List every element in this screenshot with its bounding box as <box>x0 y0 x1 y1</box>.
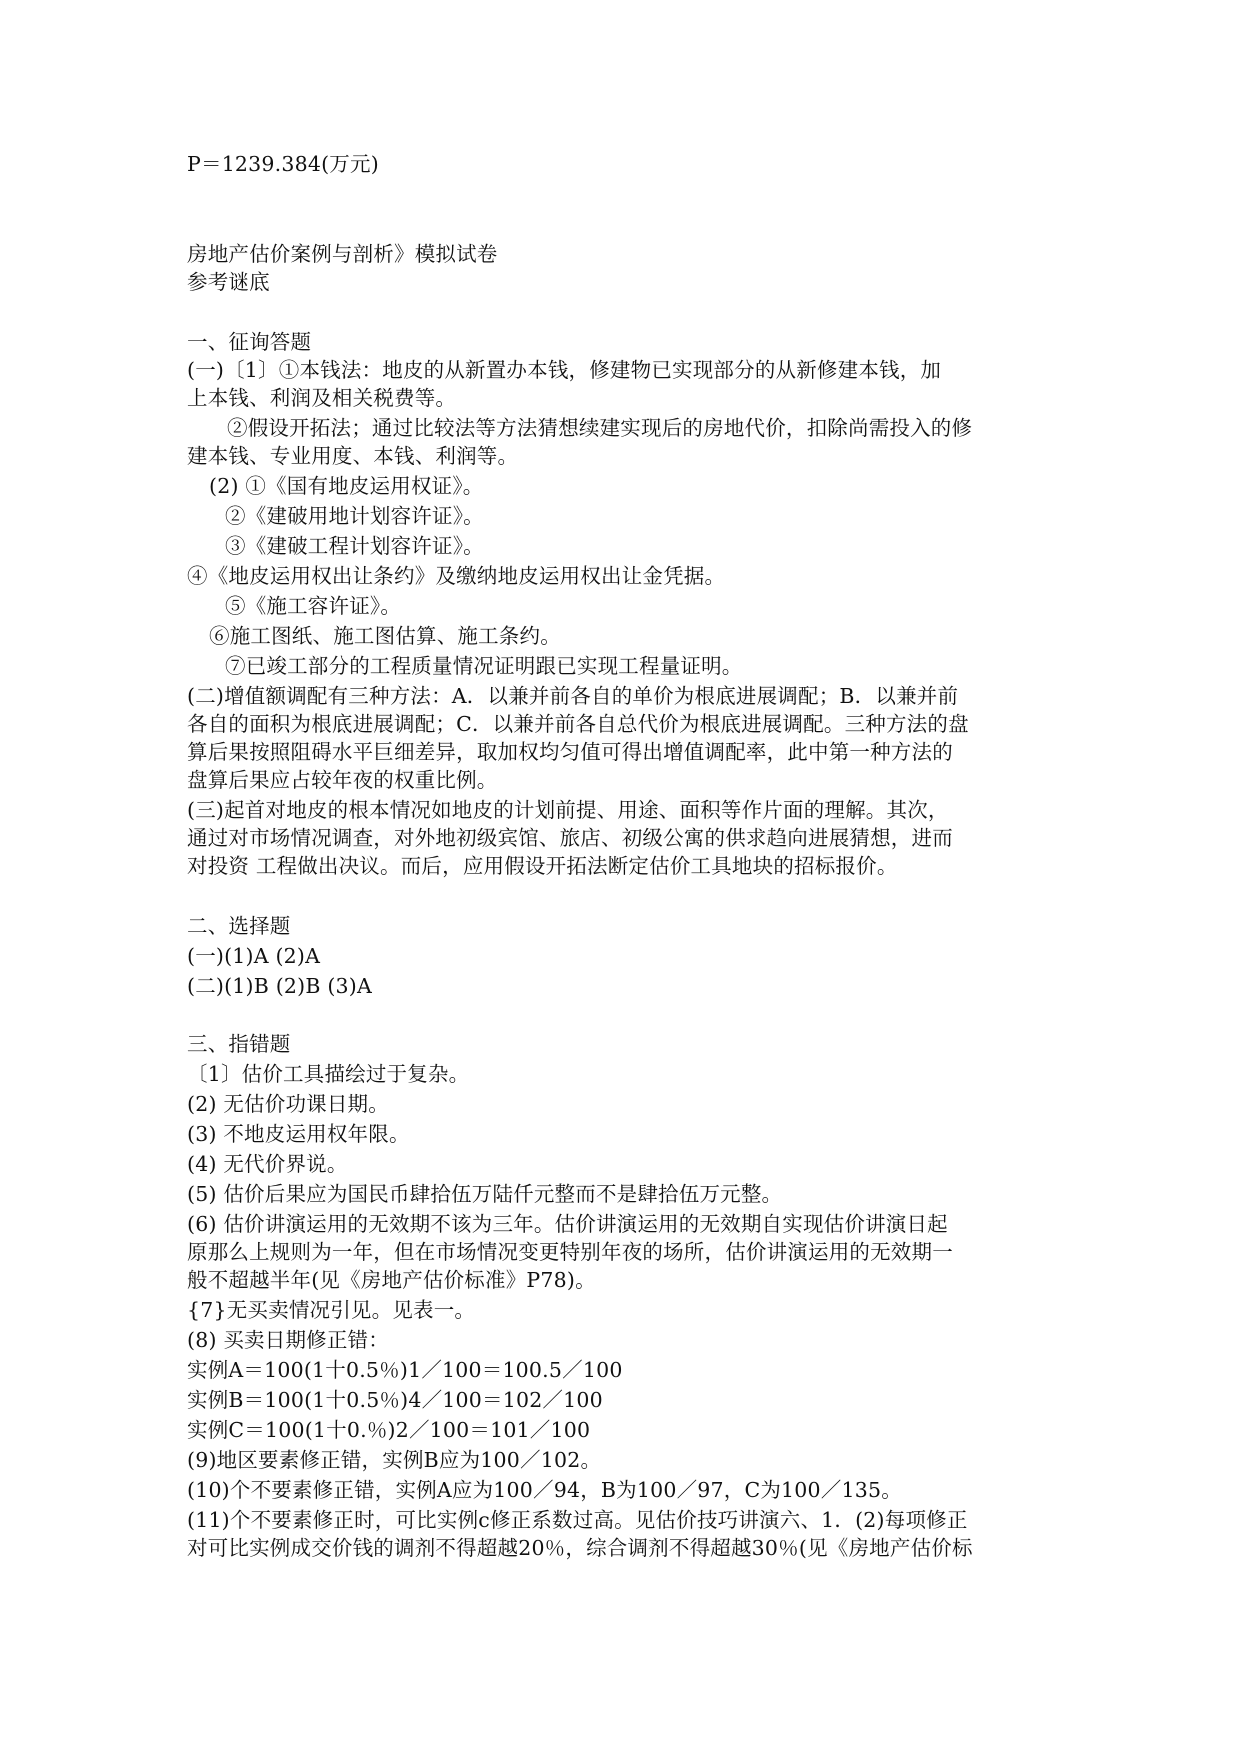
text-line: (9)地区要素修正错，实例B应为100／102。 <box>187 1448 602 1472</box>
text-line: 原那么上规则为一年，但在市场情况变更特别年夜的场所，估价讲演运用的无效期一 <box>187 1240 953 1264</box>
text-line: ③《建破工程计划容许证》。 <box>225 534 484 558</box>
text-line: 对投资 工程做出决议。而后，应用假设开拓法断定估价工具地块的招标报价。 <box>187 854 898 878</box>
text-line: 二、选择题 <box>187 914 291 938</box>
text-line: P＝1239.384(万元) <box>187 152 379 176</box>
text-line: (一)(1)A (2)A <box>187 944 321 968</box>
text-line: ⑥施工图纸、施工图估算、施工条约。 <box>209 624 561 648</box>
text-line: 实例A＝100(1十0.5％)1／100＝100.5／100 <box>187 1358 623 1382</box>
text-line: (4) 无代价界说。 <box>187 1152 348 1176</box>
text-line: (6) 估价讲演运用的无效期不该为三年。估价讲演运用的无效期自实现估价讲演日起 <box>187 1212 948 1236</box>
text-line: 房地产估价案例与剖析》模拟试卷 <box>187 242 498 266</box>
text-line: 盘算后果应占较年夜的权重比例。 <box>187 768 498 792</box>
text-line: ⑤《施工容许证》。 <box>225 594 402 618</box>
text-line: 建本钱、专业用度、本钱、利润等。 <box>187 444 519 468</box>
text-line: 通过对市场情况调查，对外地初级宾馆、旅店、初级公寓的供求趋向进展猜想，进而 <box>187 826 953 850</box>
text-line: 般不超越半年(见《房地产估价标准》P78)。 <box>187 1268 596 1292</box>
text-line: ④《地皮运用权出让条约》及缴纳地皮运用权出让金凭据。 <box>187 564 726 588</box>
text-line: 一、征询答题 <box>187 330 312 354</box>
text-line: (一)〔1〕①本钱法：地皮的从新置办本钱，修建物已实现部分的从新修建本钱，加 <box>187 358 942 382</box>
text-line: (2) ①《国有地皮运用权证》。 <box>209 474 484 498</box>
text-line: (10)个不要素修正错，实例A应为100／94，B为100／97，C为100／135。 <box>187 1478 902 1502</box>
text-line: {7}无买卖情况引见。见表一。 <box>187 1298 476 1322</box>
text-line: 实例B＝100(1十0.5％)4／100＝102／100 <box>187 1388 603 1412</box>
text-line: (11)个不要素修正时，可比实例c修正系数过高。见估价技巧讲演六、1．(2)每项修正 <box>187 1508 968 1532</box>
text-line: ②假设开拓法；通过比较法等方法猜想续建实现后的房地代价，扣除尚需投入的修 <box>227 416 973 440</box>
text-line: ⑦已竣工部分的工程质量情况证明跟已实现工程量证明。 <box>225 654 743 678</box>
text-line: (三)起首对地皮的根本情况如地皮的计划前提、用途、面积等作片面的理解。其次， <box>187 798 949 822</box>
text-line: 各自的面积为根底进展调配；C．以兼并前各自总代价为根底进展调配。三种方法的盘 <box>187 712 969 736</box>
text-line: (5) 估价后果应为国民币肆拾伍万陆仟元整而不是肆拾伍万元整。 <box>187 1182 783 1206</box>
text-line: (3) 不地皮运用权年限。 <box>187 1122 410 1146</box>
text-line: 实例C＝100(1十0.％)2／100＝101／100 <box>187 1418 591 1442</box>
text-line: 三、指错题 <box>187 1032 291 1056</box>
text-line: ②《建破用地计划容许证》。 <box>225 504 484 528</box>
text-line: (二)(1)B (2)B (3)A <box>187 974 372 998</box>
text-line: (二)增值额调配有三种方法：A．以兼并前各自的单价为根底进展调配；B．以兼并前 <box>187 684 959 708</box>
text-line: 参考谜底 <box>187 270 270 294</box>
text-line: 算后果按照阻碍水平巨细差异，取加权均匀值可得出增值调配率，此中第一种方法的 <box>187 740 953 764</box>
text-line: 对可比实例成交价钱的调剂不得超越20％，综合调剂不得超越30％(见《房地产估价标 <box>187 1536 973 1560</box>
text-line: (2) 无估价功课日期。 <box>187 1092 389 1116</box>
text-line: 〔1〕估价工具描绘过于复杂。 <box>187 1062 470 1086</box>
text-line: (8) 买卖日期修正错： <box>187 1328 389 1352</box>
text-line: 上本钱、利润及相关税费等。 <box>187 386 457 410</box>
